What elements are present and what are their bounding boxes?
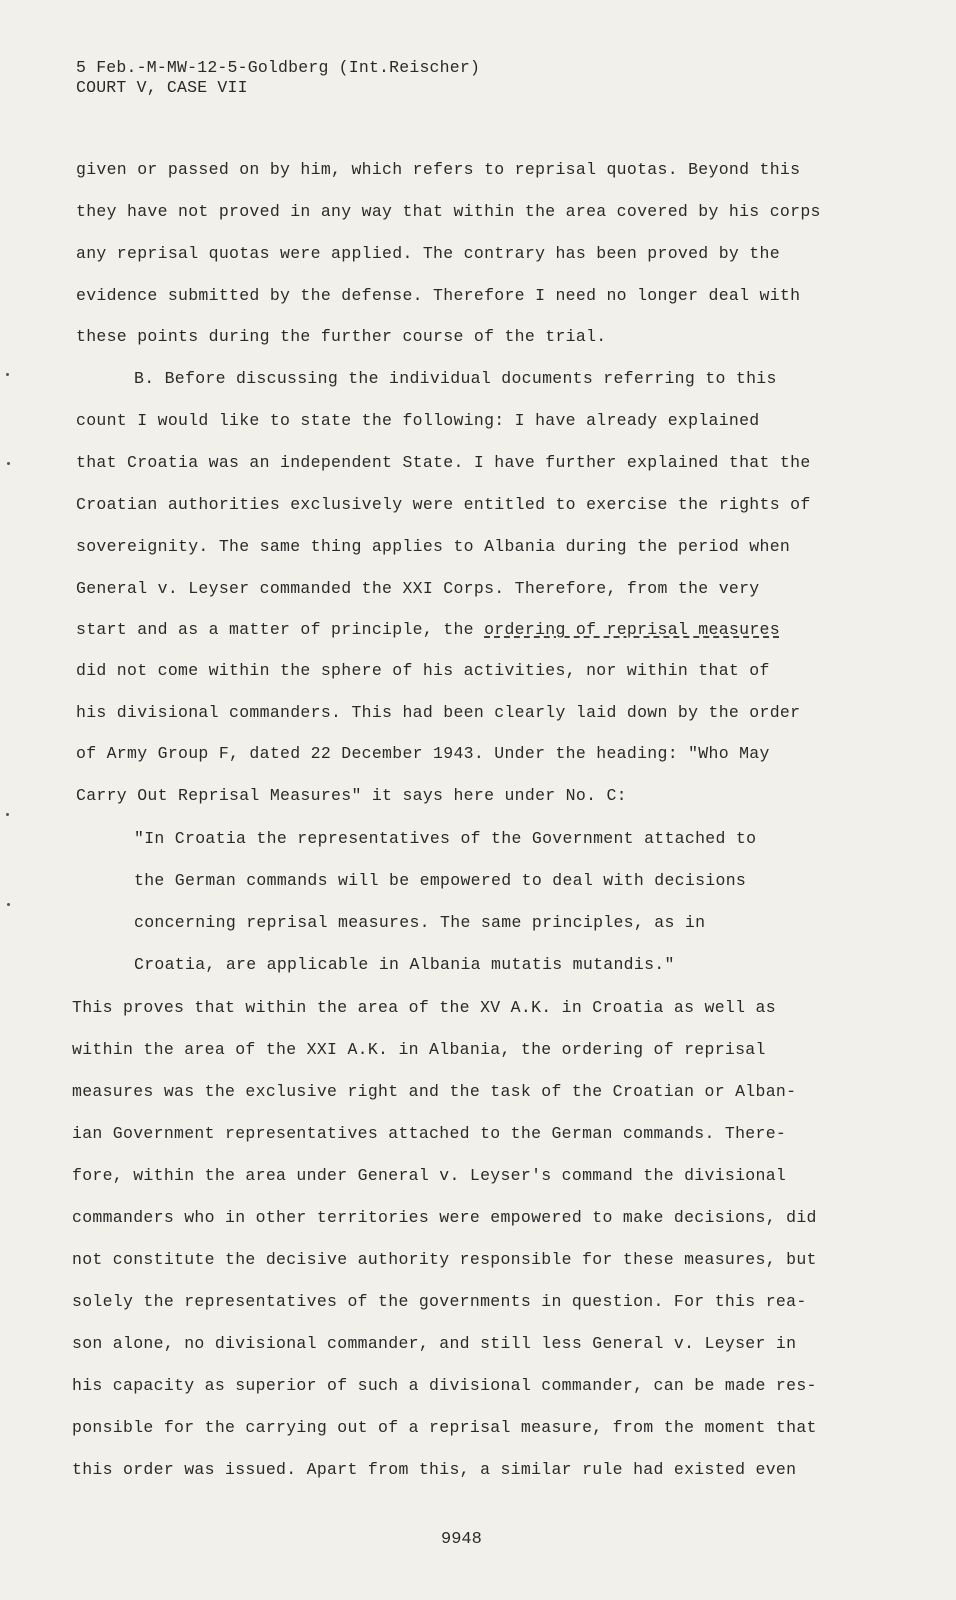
body-text-line: "In Croatia the representatives of the Government attached to <box>134 829 757 848</box>
body-text-line: ian Government representatives attached to the German commands. There- <box>72 1124 787 1143</box>
body-text-line: these points during the further course of the trial. <box>76 327 607 346</box>
document-header <box>76 58 480 98</box>
body-text-line: that Croatia was an independent State. I have further explained that the <box>76 453 811 472</box>
body-text-segment: start and as a matter of principle, the <box>76 620 485 639</box>
body-text-line: ponsible for the carrying out of a reprisal measure, from the moment that <box>72 1418 817 1437</box>
margin-mark <box>6 813 9 816</box>
header-line-1: 5 Feb.-M-MW-12-5-Goldberg (Int.Reischer) <box>76 58 481 77</box>
body-text-line: within the area of the XXI A.K. in Albania, the ordering of reprisal <box>72 1040 766 1059</box>
margin-mark <box>7 462 10 465</box>
body-text-line: solely the representatives of the governments in question. For this rea- <box>72 1292 807 1311</box>
header-line-2: COURT V, CASE VII <box>76 78 248 97</box>
body-text-line: This proves that within the area of the XV A.K. in Croatia as well as <box>72 998 776 1017</box>
body-text-line: fore, within the area under General v. Leyser's command the divisional <box>72 1166 787 1185</box>
body-text-line: Carry Out Reprisal Measures" it says here under No. C: <box>76 786 627 805</box>
margin-mark <box>6 373 9 376</box>
body-text-line: his capacity as superior of such a divisional commander, can be made res- <box>72 1376 817 1395</box>
body-text-line: they have not proved in any way that within the area covered by his corps <box>76 202 821 221</box>
body-text-line: his divisional commanders. This had been clearly laid down by the order <box>76 703 801 722</box>
body-text-line: any reprisal quotas were applied. The contrary has been proved by the <box>76 244 780 263</box>
body-text-line: given or passed on by him, which refers to reprisal quotas. Beyond this <box>76 160 801 179</box>
body-text-line: son alone, no divisional commander, and still less General v. Leyser in <box>72 1334 797 1353</box>
body-text-line: the German commands will be empowered to deal with decisions <box>134 871 747 890</box>
body-text-line: this order was issued. Apart from this, a similar rule had existed even <box>72 1460 797 1479</box>
body-text-line: General v. Leyser commanded the XXI Corps. Therefore, from the very <box>76 579 760 598</box>
body-text-line: count I would like to state the following: I have already explained <box>76 411 760 430</box>
body-text-line: B. Before discussing the individual documents referring to this <box>134 369 777 388</box>
page-number: 9948 <box>441 1530 482 1549</box>
body-text-line: measures was the exclusive right and the task of the Croatian or Alban- <box>72 1082 797 1101</box>
body-text-line: did not come within the sphere of his activities, nor within that of <box>76 661 770 680</box>
body-text-line: sovereignity. The same thing applies to Albania during the period when <box>76 537 791 556</box>
body-text-line: of Army Group F, dated 22 December 1943. Under the heading: "Who May <box>76 744 770 763</box>
body-text-line <box>76 620 780 640</box>
body-text-line: Croatian authorities exclusively were entitled to exercise the rights of <box>76 495 811 514</box>
body-text-line: Croatia, are applicable in Albania mutatis mutandis." <box>134 955 675 974</box>
body-text-line: not constitute the decisive authority responsible for these measures, but <box>72 1250 817 1269</box>
margin-mark <box>7 903 10 906</box>
underlined-phrase: ordering of reprisal measures <box>484 620 780 639</box>
body-text-line: evidence submitted by the defense. Therefore I need no longer deal with <box>76 286 801 305</box>
body-text-line: concerning reprisal measures. The same principles, as in <box>134 913 706 932</box>
body-text-line: commanders who in other territories were empowered to make decisions, did <box>72 1208 817 1227</box>
